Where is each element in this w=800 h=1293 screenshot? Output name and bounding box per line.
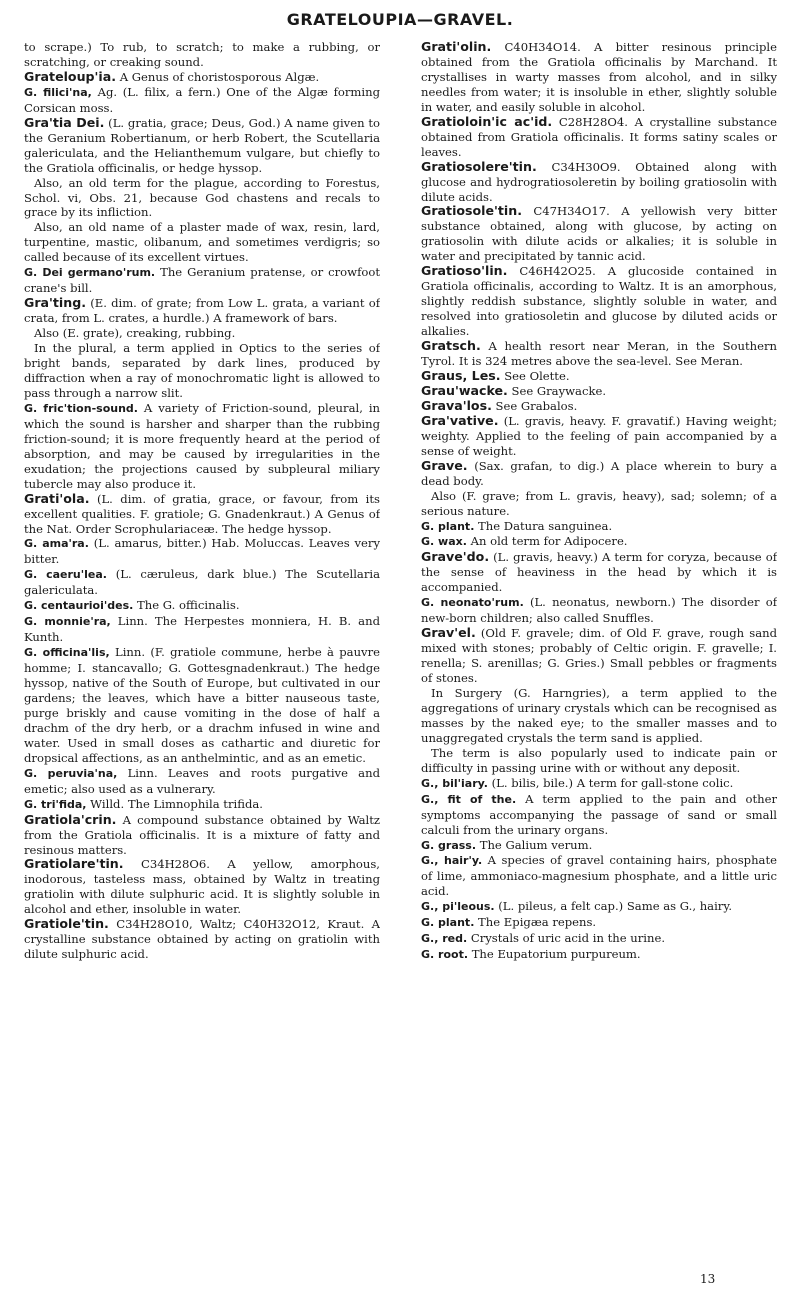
headword: Graus, Les.	[421, 367, 501, 383]
headword: Gra'ting.	[24, 295, 87, 311]
dictionary-entry	[421, 414, 777, 459]
definition-text: (L. gratia, grace; Deus, God.) A name given to the Geranium Robertianum, or herb Robert, the Scutellaria galericulata, and the Helianthemum vulgare, but chiefly to the Gratiola officinalis, or hedge hyssop.	[24, 115, 380, 175]
dictionary-entry	[24, 917, 380, 962]
dictionary-entry	[421, 519, 777, 535]
headword: Gratiolare'tin.	[24, 856, 124, 872]
headword: Gra'vative.	[421, 412, 499, 428]
definition-text: (L. pileus, a felt cap.) Same as G., hairy.	[494, 899, 733, 914]
headword: G. grass.	[421, 838, 477, 852]
headword: G. ama'ra.	[24, 537, 89, 551]
right-column	[421, 40, 777, 1290]
headword: Gratioloin'ic ac'id.	[421, 113, 553, 129]
headword: G. caeru'lea.	[24, 568, 107, 582]
dictionary-entry	[421, 947, 777, 963]
dictionary-entry	[421, 626, 777, 686]
dictionary-entry	[24, 567, 380, 598]
dictionary-entry	[24, 645, 380, 766]
dictionary-entry	[421, 384, 777, 399]
headword: Grau'wacke.	[421, 382, 508, 398]
dictionary-entry	[24, 766, 380, 797]
entry-paragraph	[24, 326, 380, 341]
definition-text: C47H34O17. A yellowish very bitter substance obtained, along with glucose, by acting on gratiosolin with dilute acids or alkalies; it is soluble in water and precipitated by tannic acid.	[421, 204, 777, 264]
dictionary-entry	[24, 70, 380, 85]
headword: Gratsch.	[421, 338, 481, 354]
definition-text: C34H28O6. A yellow, amorphous, inodorous, tasteless mass, obtained by Waltz in treating gratiolin with dilute sulphuric acid. It is slightly soluble in alcohol and ether, insoluble in water.	[24, 857, 380, 917]
entry-paragraph	[421, 489, 777, 519]
definition-text: A species of gravel containing hairs, phosphate of lime, ammoniaco-magnesium phosphate, and a little uric acid.	[421, 853, 777, 899]
entry-paragraph	[421, 746, 777, 776]
dictionary-entry	[24, 797, 380, 813]
definition-text: to scrape.) To rub, to scratch; to make a rubbing, or scratching, or creaking sound.	[24, 40, 380, 69]
dictionary-entry	[24, 116, 380, 176]
dictionary-entry	[24, 614, 380, 645]
entry-paragraph	[24, 341, 380, 401]
definition-text: Also, an old term for the plague, according to Forestus, Schol. vi, Obs. 21, because God chastens and recals to grace by its infliction.	[24, 175, 380, 220]
dictionary-entry	[421, 459, 777, 489]
definition-text: In the plural, a term applied in Optics to the series of bright bands, separated by dark lines, produced by diffraction when a ray of monochromatic light is allowed to pass through a narrow slit.	[24, 341, 380, 400]
headword: Grati'olin.	[421, 40, 492, 54]
dictionary-entry	[421, 915, 777, 931]
definition-text: The Galium verum.	[476, 837, 593, 852]
headword: G., bil'iary.	[421, 776, 488, 790]
definition-text: C34H28O10, Waltz; C40H32O12, Kraut. A crystalline substance obtained by acting on gratiolin with dilute sulphuric acid.	[24, 917, 380, 962]
definition-text: An old term for Adipocere.	[466, 534, 628, 549]
entry-paragraph	[421, 686, 777, 746]
dictionary-entry	[421, 40, 777, 115]
page-number: 13	[700, 1272, 716, 1286]
definition-text: C28H28O4. A crystalline substance obtained from Gratiola officinalis. It forms satiny scales or leaves.	[421, 114, 777, 159]
definition-text: See Graywacke.	[507, 383, 607, 398]
dictionary-entry	[421, 595, 777, 626]
headword: G. tri'fida,	[24, 797, 87, 811]
headword: G. fric'tion-sound.	[24, 401, 138, 415]
definition-text: A term applied to the pain and other symptoms accompanying the passage of sand or small calculi from the urinary organs.	[421, 791, 777, 837]
definition-text: Linn. (F. gratiole commune, herbe à pauvre homme; I. stancavallo; G. Gottesgnadenkraut.) The hedge hyssop, native of the South of Europe, but cultivated in our gardens; the leaves, which have a bitter nauseous taste, purge briskly and cause vomiting in the dose of half a drachm of the dry herb, or a drachm infused in wine and water. Used in small doses as cathartic and diuretic for dropsical affections, as an anthelmintic, and as an emetic.	[24, 645, 380, 765]
entry-paragraph	[24, 176, 380, 221]
definition-text: (L. bilis, bile.) A term for gall-stone colic.	[487, 775, 734, 790]
definition-text: Willd. The Limnophila trifida.	[86, 796, 263, 811]
definition-text: Also, an old name of a plaster made of wax, resin, lard, turpentine, mastic, olibanum, and sometimes verdigris; so called because of its excellent virtues.	[24, 220, 380, 265]
definition-text: (L. gravis, heavy. F. gravatif.) Having weight; weighty. Applied to the feeling of pain accompanied by a sense of weight.	[421, 413, 777, 458]
dictionary-entry	[421, 853, 777, 899]
dictionary-entry	[421, 792, 777, 838]
headword: Gratiosolere'tin.	[421, 158, 537, 174]
definition-text: A variety of Friction-sound, pleural, in which the sound is harsher and sharper than the rubbing friction-sound; it is more frequently heard at the period of absorption, and may be caused by irregularities in the exudation; the projections caused by subpleural miliary tubercle may also produce it.	[24, 400, 380, 491]
dictionary-entry	[421, 264, 777, 339]
running-header: GRATELOUPIA—GRAVEL.	[286, 10, 514, 29]
dictionary-entry	[24, 265, 380, 296]
headword: G., red.	[421, 932, 468, 946]
headword: G. officina'lis,	[24, 646, 110, 660]
headword: Gra'tia Dei.	[24, 114, 105, 130]
left-column	[24, 40, 380, 1290]
definition-text: See Grabalos.	[491, 398, 578, 413]
dictionary-entry	[24, 536, 380, 567]
definition-text: The G. officinalis.	[133, 598, 240, 613]
definition-text: Crystals of uric acid in the urine.	[467, 931, 666, 946]
definition-text: (L. amarus, bitter.) Hab. Moluccas. Leaves very bitter.	[24, 536, 380, 567]
definition-text: Also (E. grate), creaking, rubbing.	[34, 326, 236, 341]
definition-text: (L. dim. of gratia, grace, or favour, from its excellent qualities. F. gratiole; G. Gnadenkraut.) A Genus of the Nat. Order Scrophulariaceæ. The hedge hyssop.	[24, 491, 380, 536]
headword: Grave'do.	[421, 549, 490, 565]
headword: Gratiola'crin.	[24, 811, 117, 827]
definition-text: In Surgery (G. Harngries), a term applied to the aggregations of urinary crystals which can be recognised as masses by the naked eye; to the smaller masses and to unaggregated crystals the term sand is applied.	[421, 685, 777, 745]
dictionary-entry	[24, 813, 380, 858]
headword: Gratiole'tin.	[24, 916, 109, 932]
dictionary-entry	[24, 598, 380, 614]
headword: Grateloup'ia.	[24, 68, 117, 84]
definition-text: (L. gravis, heavy.) A term for coryza, because of the sense of heaviness in the head by which it is accompanied.	[421, 550, 777, 595]
definition-text: The Datura sanguinea.	[474, 518, 613, 533]
headword: G. Dei germano'rum.	[24, 266, 156, 280]
dictionary-entry	[421, 339, 777, 369]
headword: G. monnie'ra,	[24, 615, 111, 629]
dictionary-entry	[421, 204, 777, 264]
dictionary-entry	[24, 401, 380, 492]
definition-text: Ag. (L. filix, a fern.) One of the Algæ forming Corsican moss.	[24, 84, 380, 115]
headword: G. centaurioi'des.	[24, 599, 134, 613]
definition-text: The Epigæa repens.	[474, 915, 597, 930]
headword: Grati'ola.	[24, 490, 90, 506]
headword: Gratioso'lin.	[421, 263, 508, 279]
dictionary-entry	[24, 296, 380, 326]
headword: G., pi'leous.	[421, 900, 495, 914]
headword: Grava'los.	[421, 397, 492, 413]
entry-paragraph	[24, 220, 380, 265]
dictionary-entry	[421, 160, 777, 205]
dictionary-entry	[421, 369, 777, 384]
headword: G. neonato'rum.	[421, 596, 524, 610]
dictionary-entry	[24, 40, 380, 70]
definition-text: Also (F. grave; from L. gravis, heavy), sad; solemn; of a serious nature.	[421, 488, 777, 518]
definition-text: C46H42O25. A glucoside contained in Gratiola officinalis, according to Waltz. It is an amorphous, slightly reddish substance, slightly soluble in water, and resolved into gratiosoletin and glucose by diluted acids or alkalies.	[421, 264, 777, 339]
headword: Gratiosole'tin.	[421, 203, 522, 219]
definition-text: Linn. Leaves and roots purgative and emetic; also used as a vulnerary.	[24, 765, 380, 796]
headword: Grave.	[421, 457, 468, 473]
headword: G., fit of the.	[421, 792, 517, 806]
dictionary-entry	[421, 899, 777, 915]
dictionary-entry	[421, 550, 777, 595]
headword: G. peruvia'na,	[24, 766, 118, 780]
dictionary-entry	[421, 399, 777, 414]
dictionary-entry	[421, 838, 777, 854]
definition-text: Linn. The Herpestes monniera, H. B. and Kunth.	[24, 614, 380, 645]
definition-text: (L. cæruleus, dark blue.) The Scutellaria galericulata.	[24, 567, 380, 598]
definition-text: C40H34O14. A bitter resinous principle obtained from the Gratiola officinalis by Marchand. It crystallises in warty masses from alcohol, and in silky needles from water; it is insoluble in ether, slightly soluble in water, and easily soluble in alcohol.	[421, 40, 777, 114]
definition-text: A health resort near Meran, in the Southern Tyrol. It is 324 metres above the sea-level. See Meran.	[421, 339, 777, 369]
headword: Grav'el.	[421, 625, 476, 641]
definition-text: (Old F. gravele; dim. of Old F. grave, rough sand mixed with stones; probably of Celtic origin. F. gravelle; I. renella; S. arenillas; G. Gries.) Small pebbles or fragments of stones.	[421, 626, 777, 686]
dictionary-entry	[421, 115, 777, 160]
definition-text: (E. dim. of grate; from Low L. grata, a variant of crata, from L. crates, a hurdle.) A framework of bars.	[24, 296, 380, 326]
dictionary-entry	[421, 776, 777, 792]
headword: G., hair'y.	[421, 854, 483, 868]
definition-text: The Eupatorium purpureum.	[468, 947, 641, 962]
definition-text: The Geranium pratense, or crowfoot crane's bill.	[24, 265, 380, 296]
dictionary-entry	[421, 534, 777, 550]
dictionary-entry	[24, 857, 380, 917]
headword: G. wax.	[421, 535, 467, 549]
dictionary-entry	[421, 931, 777, 947]
definition-text: C34H30O9. Obtained along with glucose and hydrogratiosoleretin by boiling gratiosolin with dilute acids.	[421, 159, 777, 204]
definition-text: See Olette.	[500, 368, 570, 383]
definition-text: A Genus of choristosporous Algæ.	[116, 69, 320, 84]
headword: G. plant.	[421, 916, 475, 930]
definition-text: A compound substance obtained by Waltz from the Gratiola officinalis. It is a mixture of fatty and resinous matters.	[24, 812, 380, 857]
definition-text: (L. neonatus, newborn.) The disorder of new-born children; also called Snuffles.	[421, 595, 777, 626]
definition-text: (Sax. grafan, to dig.) A place wherein to bury a dead body.	[421, 458, 777, 488]
definition-text: The term is also popularly used to indicate pain or difficulty in passing urine with or without any deposit.	[421, 745, 777, 775]
headword: G. root.	[421, 948, 469, 962]
headword: G. filici'na,	[24, 85, 92, 99]
headword: G. plant.	[421, 519, 475, 533]
dictionary-entry	[24, 492, 380, 537]
dictionary-entry	[24, 85, 380, 116]
